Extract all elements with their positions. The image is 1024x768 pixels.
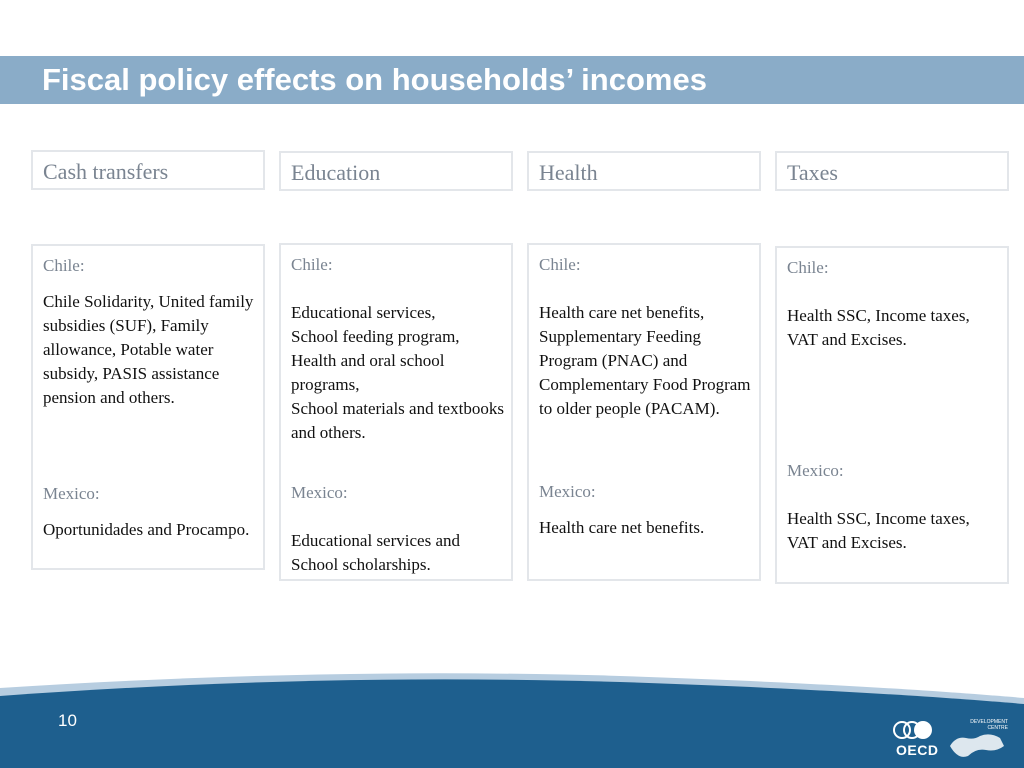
chile-label: Chile: — [291, 255, 333, 274]
chile-label: Chile: — [43, 256, 85, 275]
box-education — [279, 243, 513, 581]
footer-wave — [0, 660, 1024, 768]
chile-label: Chile: — [787, 258, 829, 277]
mexico-label: Mexico: — [787, 461, 844, 480]
mexico-programs: Oportunidades and Procampo. — [43, 520, 250, 539]
chile-programs: Health care net benefits, Supplementary Feeding Program (PNAC) and Complementary Food Program to older people (PACAM). — [539, 303, 751, 418]
box-cash-transfers — [31, 244, 265, 570]
chile-label: Chile: — [539, 255, 581, 274]
chile-taxes: Health SSC, Income taxes, VAT and Excises. — [787, 306, 970, 349]
chile-program-line: Health and oral school programs, — [291, 351, 445, 394]
chile-program-line: Educational services, — [291, 303, 436, 322]
chile-program-line: School feeding program, — [291, 327, 460, 346]
box-taxes — [775, 246, 1009, 584]
heading-education: Education — [279, 151, 513, 191]
slide-title: Fiscal policy effects on households’ incomes — [42, 62, 707, 97]
chile-programs: Chile Solidarity, United family subsidies (SUF), Family allowance, Potable water subsidy, PASIS assistance pension and others. — [43, 292, 254, 407]
chile-programs — [291, 301, 505, 445]
box-health — [527, 243, 761, 581]
mexico-label: Mexico: — [539, 482, 596, 501]
heading-health: Health — [527, 151, 761, 191]
heading-taxes: Taxes — [775, 151, 1009, 191]
oecd-logo-text: OECD — [896, 742, 939, 758]
chile-program-line: School materials and textbooks and others. — [291, 399, 504, 442]
development-centre-text: DEVELOPMENT CENTRE — [970, 719, 1008, 731]
mexico-label: Mexico: — [291, 483, 348, 502]
mexico-programs: Health care net benefits. — [539, 518, 705, 537]
mexico-programs: Educational services and School scholarships. — [291, 531, 460, 574]
heading-cash-transfers: Cash transfers — [31, 150, 265, 190]
mexico-taxes: Health SSC, Income taxes, VAT and Excises. — [787, 509, 970, 552]
mexico-label: Mexico: — [43, 484, 100, 503]
page-number: 10 — [58, 711, 77, 730]
